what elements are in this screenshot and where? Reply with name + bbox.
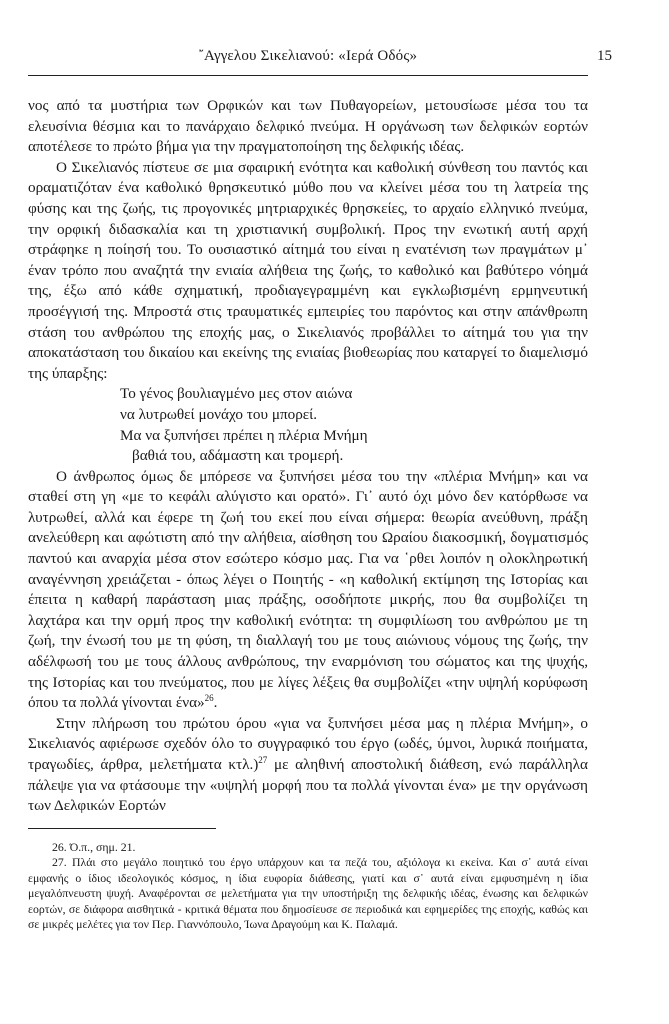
poem-line-3: Μα να ξυπνήσει πρέπει η πλέρια Μνήμη bbox=[120, 426, 368, 444]
footnote-27: 27. Πλάι στο μεγάλο ποιητικό του έργο υπάρχουν και τα πεζά του, αξιόλογα κι εκείνα. Και σ᾽ αυτά είναι εμφανής ο ίδιος ιδεολογικός κόσμος, η ίδια ευφορία διάθεσης, γιατί και σ᾽ αυτά είναι εμφυσημένη η ίδια μεγαλόπνευστη ψυχή. Αναφέρονται σε μελετήματα για την υποστήριξη της δελφικής ιδέας, ένωσης και δελφικών εορτών, σε διάφορα αισθητικά - κριτικά θέματα που δημοσίευσε σε περιοδικά και εφημερίδες της εποχής, καθώς και σε μικρές μελέτες για τον Περ. Γιαννόπουλο, Ίωνα Δραγούμη και Κ. Παλαμά. bbox=[28, 855, 588, 932]
paragraph-1: νος από τα μυστήρια των Ορφικών και των Πυθαγορείων, μετουσίωσε μέσα του τα ελευσίνια θέσμια και το πανάρχαιο δελφικό πνεύμα. Η οργάνωση των δελφικών εορτών αποτέλεσε το πρώτο βήμα για την πραγματοποίηση της δελφικής ιδέας. bbox=[28, 97, 588, 156]
running-head: ῎Αγγελου Σικελιανού: «Ιερά Οδός» bbox=[198, 48, 418, 64]
paragraph-4-text-a: Στην πλήρωση του πρώτου όρου «για να ξυπνήσει μέσα μας η πλέρια Μνήμη», ο Σικελιανός αφιέρωσε σχεδόν όλο το συγγραφικό του έργο (ωδές, ύμνοι, λυρικά ποιήματα, τραγωδίες, άρθρα, μελετήματα κτλ.) bbox=[28, 714, 588, 773]
page-header bbox=[28, 48, 612, 72]
footnote-rule bbox=[28, 828, 216, 829]
footnotes bbox=[28, 840, 588, 932]
main-text bbox=[28, 96, 588, 817]
footnote-ref-27[interactable]: 27 bbox=[258, 755, 268, 765]
footnote-ref-26[interactable]: 26 bbox=[204, 693, 214, 704]
paragraph-3-text: Ο άνθρωπος όμως δε μπόρεσε να ξυπνήσει μέσα του την «πλέρια Μνήμη» και να σταθεί στη γη «με το κεφάλι αλύγιστο και ορατό». Γι᾽ αυτό όχι μόνο δεν κατόρθωσε να λυτρωθεί, αλλά και έφερε τη ζωή του εκεί που είναι σήμερα: θεωρία ανεύθυνη, πράξη ανελεύθερη και αφώτιστη από την αλήθεια, αίσθηση του Ωραίου διακοσμική, δογματισμός παντού και αναρχία μέσα στον εσώτερο κόσμο μας. Για να ῾ρθει λοιπόν η ολοκληρωτική αναγέννηση χρειάζεται - όπως λέγει ο Ποιητής - «η καθολική εκτίμηση της Ιστορίας και έπειτα η καθαρή παράσταση μιας πράξης, οσοδήποτε μικρής, που θα συμβολίζει τη λαχτάρα και την ορμή προς την καθολική ενότητα: τη συμφιλίωση του ανθρώπου με τη ζωή, την ένωσή του με τη φύση, τη διαλλαγή του με τους αιώνιους νόμους της ζωής, την αδέλφωσή του με τους άλλους ανθρώπους, την εναρμόνιση του σώματος και της ψυχής, της Ιστορίας και του πνεύματος, που με λίγες λέξεις θα συμβολίζει «την υψηλή κορύφωση όπου τα πολλά γίνονται ένα» bbox=[28, 467, 588, 712]
paragraph-4 bbox=[28, 714, 588, 817]
poem-line-4: βαθιά του, αδάμαστη και τρομερή. bbox=[132, 447, 344, 465]
poem-line-2: να λυτρωθεί μονάχο του μπορεί. bbox=[120, 405, 318, 423]
header-rule bbox=[28, 75, 588, 76]
paragraph-2: Ο Σικελιανός πίστευε σε μια σφαιρική ενότητα και καθολική σύνθεση του παντός και οραματιζόταν ένα καθολικό θρησκευτικό μύθο που να κλείνει μέσα του τη λατρεία της φύσης και της ζωής, τις προγονικές μητριαρχικές θρησκείες, το αρχαίο ελληνικό πνεύμα, την ορφική διδασκαλία και τη χριστιανική συμβολική. Προς την ενωτική αυτή αρχή στράφηκε η ποίησή του. Το ουσιαστικό αίτημά του είναι η ενατένιση των πραγμάτων μ᾽ έναν τρόπο που αναζητά την ενιαία αλήθεια της ζωής, το καθολικό και βαθύτερο νόημά της, έξω από κάθε σχηματική, προδιαγεγραμμένη και εγκλωβισμένη ερμηνευτική προσέγγισή της. Μπροστά στις τραυματικές εμπειρίες του παρόντος και στην απάνθρωπη στάση του ανθρώπου της εποχής μας, ο Σικελιανός προβάλλει το αίτημά του για την αποκατάσταση του δικαίου και εκείνης της ενιαίας βιοθεωρίας που καταργεί το διαμελισμό της ύπαρξης: bbox=[28, 158, 588, 382]
poem-line-1: Το γένος βουλιαγμένο μες στον αιώνα bbox=[120, 385, 353, 403]
page-number: 15 bbox=[597, 48, 612, 64]
poem-quote bbox=[120, 384, 588, 466]
paragraph-3: Ο άνθρωπος όμως δε μπόρεσε να ξυπνήσει μέσα του την «πλέρια Μνήμη» και να σταθεί στη γη «με το κεφάλι αλύγιστο και ορατό». Γι᾽ αυτό όχι μόνο δεν κατόρθωσε να λυτρωθεί, αλλά και έφερε τη ζωή του εκεί που είναι σήμερα: θεωρία ανεύθυνη, πράξη ανελεύθερη και αφώτιστη από την αλήθεια, αίσθηση του Ωραίου διακοσμική, δογματισμός παντού και αναρχία μέσα στον εσώτερο κόσμο μας. Για να ῾ρθει λοιπόν η ολοκληρωτική αναγέννηση χρειάζεται - όπως λέγει ο Ποιητής - «η καθολική εκτίμηση της Ιστορίας και έπειτα η καθαρή παράσταση μιας πράξης, οσοδήποτε μικρής, που θα συμβολίζει τη λαχτάρα και την ορμή προς την καθολική ενότητα: τη συμφιλίωση του ανθρώπου με τη ζωή, την ένωσή του με τη φύση, τη διαλλαγή του με τους αιώνιους νόμους της ζωής, την αδέλφωσή του με τους άλλους ανθρώπους, την εναρμόνιση του σώματος και της ψυχής, της Ιστορίας και του πνεύματος, που με λίγες λέξεις θα συμβολίζει «την υψηλή κορύφωση όπου τα πολλά γίνονται ένα»$^{26}$. bbox=[28, 467, 588, 712]
footnote-26: 26. Ό.π., σημ. 21. bbox=[52, 840, 136, 854]
paragraph-4-text-b: με αληθινή αποστολική διάθεση, ενώ παράλληλα πάλεψε για να φτάσουμε την «υψηλή μορφή που τα πολλά γίνονται ένα» με την οργάνωση των Δελφικών Εορτών bbox=[28, 756, 588, 815]
